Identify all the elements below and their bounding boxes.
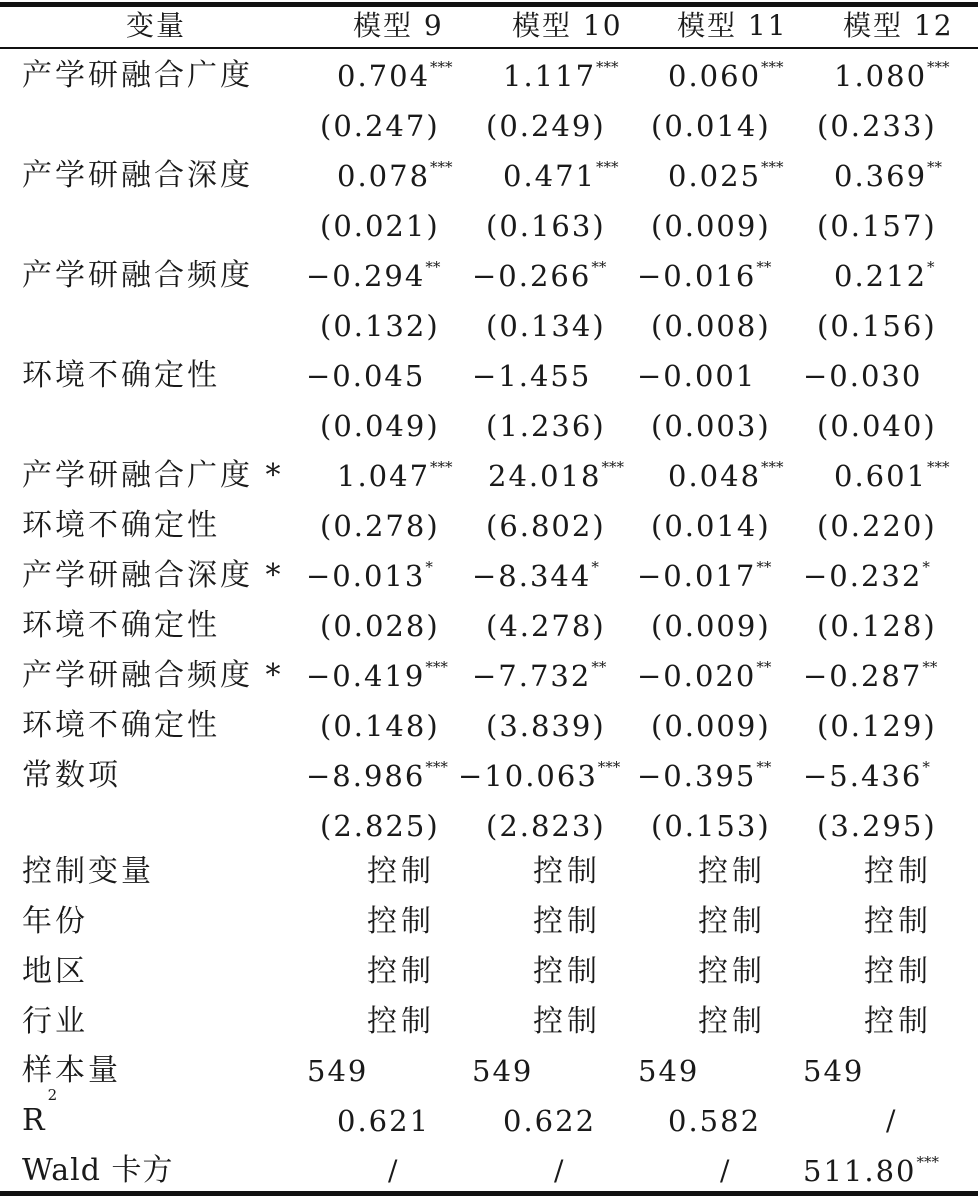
table-row — [0, 501, 978, 551]
table-row — [0, 401, 978, 451]
row-label: 产学研融合深度 * — [22, 558, 284, 593]
table-bottom-rule — [0, 1191, 978, 1196]
se-cell: (0.009) — [651, 209, 771, 243]
se-cell: (0.049) — [320, 409, 440, 443]
se-cell: (0.249) — [486, 109, 606, 143]
control-cell: 控制 — [864, 904, 932, 939]
se-cell: (0.247) — [320, 109, 440, 143]
coef-cell: −5.436 * — [803, 758, 930, 793]
coef-cell: −0.013 * — [306, 558, 433, 593]
significance-stars: *** — [761, 458, 784, 476]
table-row — [0, 551, 978, 601]
significance-stars: ** — [756, 658, 772, 676]
control-cell: 控制 — [698, 854, 766, 889]
significance-stars: ** — [591, 258, 607, 276]
significance-stars: *** — [927, 458, 950, 476]
coef-cell: 0.060 *** — [668, 58, 784, 93]
significance-stars: *** — [596, 58, 619, 76]
se-cell: (3.839) — [486, 709, 606, 743]
significance-stars: *** — [601, 458, 624, 476]
significance-stars: *** — [430, 458, 453, 476]
significance-stars: *** — [761, 58, 784, 76]
control-cell: 控制 — [864, 1004, 932, 1039]
significance-stars: *** — [927, 58, 950, 76]
coef-cell: 0.212 * — [834, 258, 935, 293]
significance-stars: ** — [922, 658, 938, 676]
se-cell: (0.021) — [320, 209, 440, 243]
row-label: 行业 — [22, 1004, 88, 1039]
sample-size-cell: 549 — [638, 1054, 700, 1088]
control-cell: 控制 — [533, 954, 601, 989]
header-model-11: 模型 11 — [677, 9, 788, 42]
se-cell: (6.802) — [486, 509, 606, 543]
coef-cell: 0.471 *** — [503, 158, 619, 193]
table-row — [0, 947, 978, 997]
se-cell: (0.153) — [651, 809, 771, 843]
table-row — [0, 997, 978, 1047]
control-cell: 控制 — [698, 954, 766, 989]
r-squared-cell: 0.622 — [503, 1104, 597, 1138]
control-cell: 控制 — [367, 904, 435, 939]
table-row — [0, 251, 978, 301]
table-row — [0, 151, 978, 201]
row-label: 产学研融合频度 — [22, 258, 253, 293]
table-header-rule — [0, 47, 978, 49]
sample-size-cell: 549 — [472, 1054, 534, 1088]
control-cell: 控制 — [698, 1004, 766, 1039]
control-cell: 控制 — [533, 904, 601, 939]
table-row — [0, 451, 978, 501]
coef-cell: −0.419 *** — [306, 658, 448, 693]
se-cell: (0.008) — [651, 309, 771, 343]
coef-cell: −0.395 ** — [637, 758, 772, 793]
row-label: Wald 卡方 — [22, 1153, 174, 1188]
se-cell: (0.128) — [817, 609, 937, 643]
table-row — [0, 201, 978, 251]
coef-cell: −0.017 ** — [637, 558, 772, 593]
row-label: 环境不确定性 — [22, 358, 220, 393]
table-row — [0, 51, 978, 101]
significance-stars: ** — [927, 158, 943, 176]
row-label: R 2 — [22, 1086, 58, 1138]
table-row — [0, 651, 978, 701]
table-header-row — [0, 3, 978, 48]
coef-cell: 0.025 *** — [668, 158, 784, 193]
coef-cell: −0.001 — [637, 359, 757, 393]
se-cell: (0.233) — [817, 109, 937, 143]
coef-cell: 0.048 *** — [668, 458, 784, 493]
se-cell: (0.157) — [817, 209, 937, 243]
table-row — [0, 351, 978, 401]
significance-stars: ** — [756, 258, 772, 276]
table-row — [0, 701, 978, 751]
r-squared-cell: 0.582 — [668, 1104, 762, 1138]
significance-stars: *** — [596, 158, 619, 176]
se-cell: (2.823) — [486, 809, 606, 843]
se-cell: (0.148) — [320, 709, 440, 743]
table-row — [0, 801, 978, 851]
table-row — [0, 1046, 978, 1096]
se-cell: (0.278) — [320, 509, 440, 543]
significance-stars: *** — [425, 658, 448, 676]
se-cell: (2.825) — [320, 809, 440, 843]
coef-cell: −0.266 ** — [472, 258, 607, 293]
significance-stars: *** — [430, 158, 453, 176]
not-applicable-slash: / — [388, 1154, 398, 1187]
significance-stars: * — [922, 558, 930, 576]
significance-stars: * — [927, 258, 935, 276]
se-cell: (0.132) — [320, 309, 440, 343]
table-row — [0, 301, 978, 351]
wald-chi2-cell: 511.80 *** — [803, 1153, 939, 1188]
coef-cell: 0.704 *** — [337, 58, 453, 93]
coef-cell: −1.455 — [472, 359, 592, 393]
se-cell: (0.009) — [651, 609, 771, 643]
significance-stars: * — [425, 558, 433, 576]
sample-size-cell: 549 — [307, 1054, 369, 1088]
not-applicable-slash: / — [720, 1154, 730, 1187]
row-label: 产学研融合深度 — [22, 158, 253, 193]
table-row — [0, 751, 978, 801]
row-label: 年份 — [22, 904, 88, 939]
coef-cell: −8.344 * — [472, 558, 599, 593]
significance-stars: *** — [425, 758, 448, 776]
control-cell: 控制 — [533, 854, 601, 889]
control-cell: 控制 — [864, 854, 932, 889]
coef-cell: −0.294 ** — [306, 258, 441, 293]
significance-stars: ** — [756, 758, 772, 776]
coef-cell: −0.045 — [306, 359, 426, 393]
control-cell: 控制 — [698, 904, 766, 939]
se-cell: (0.003) — [651, 409, 771, 443]
se-cell: (0.014) — [651, 509, 771, 543]
coef-cell: 1.047 *** — [337, 458, 453, 493]
coef-cell: 0.601 *** — [834, 458, 950, 493]
table-row — [0, 847, 978, 897]
r-squared-cell: 0.621 — [337, 1104, 431, 1138]
header-variable: 变量 — [126, 9, 187, 42]
se-cell: (0.009) — [651, 709, 771, 743]
row-label: 环境不确定性 — [22, 608, 220, 643]
se-cell: (0.028) — [320, 609, 440, 643]
table-row — [0, 601, 978, 651]
coef-cell: −0.020 ** — [637, 658, 772, 693]
row-label: 地区 — [22, 954, 88, 989]
se-cell: (0.134) — [486, 309, 606, 343]
se-cell: (3.295) — [817, 809, 937, 843]
coef-cell: −0.287 ** — [803, 658, 938, 693]
significance-stars: ** — [425, 258, 441, 276]
row-label: 环境不确定性 — [22, 708, 220, 743]
se-cell: (4.278) — [486, 609, 606, 643]
control-cell: 控制 — [367, 1004, 435, 1039]
coef-cell: −10.063 *** — [458, 758, 621, 793]
significance-stars: *** — [597, 758, 621, 776]
control-cell: 控制 — [864, 954, 932, 989]
row-label: 样本量 — [22, 1053, 121, 1088]
row-label: 产学研融合广度 — [22, 58, 253, 93]
superscript-2: 2 — [47, 1086, 58, 1104]
significance-stars: * — [922, 758, 930, 776]
se-cell: (0.129) — [817, 709, 937, 743]
coef-cell: 0.369 ** — [834, 158, 943, 193]
significance-stars: *** — [916, 1153, 939, 1171]
not-applicable-slash: / — [554, 1154, 564, 1187]
row-label: 产学研融合广度 * — [22, 458, 284, 493]
header-model-9: 模型 9 — [353, 9, 444, 42]
row-label: 环境不确定性 — [22, 508, 220, 543]
se-cell: (0.014) — [651, 109, 771, 143]
coef-cell: 1.080 *** — [834, 58, 950, 93]
not-applicable-slash: / — [886, 1104, 896, 1137]
se-cell: (0.156) — [817, 309, 937, 343]
control-cell: 控制 — [367, 854, 435, 889]
row-label: 控制变量 — [22, 854, 154, 889]
coef-cell: 24.018 *** — [488, 458, 624, 493]
header-model-12: 模型 12 — [843, 9, 954, 42]
row-label: 产学研融合频度 * — [22, 658, 284, 693]
coef-cell: −8.986 *** — [306, 758, 448, 793]
header-model-10: 模型 10 — [512, 9, 623, 42]
significance-stars: ** — [756, 558, 772, 576]
se-cell: (1.236) — [486, 409, 606, 443]
se-cell: (0.220) — [817, 509, 937, 543]
coef-cell: 1.117 *** — [503, 58, 619, 93]
table-row — [0, 1146, 978, 1196]
coef-cell: −0.030 — [803, 359, 923, 393]
se-cell: (0.040) — [817, 409, 937, 443]
coef-cell: −0.016 ** — [637, 258, 772, 293]
sample-size-cell: 549 — [803, 1054, 865, 1088]
table-row — [0, 897, 978, 947]
row-label: 常数项 — [22, 758, 121, 793]
coef-cell: 0.078 *** — [337, 158, 453, 193]
significance-stars: * — [591, 558, 599, 576]
coef-cell: −7.732 ** — [472, 658, 607, 693]
significance-stars: *** — [430, 58, 453, 76]
control-cell: 控制 — [367, 954, 435, 989]
se-cell: (0.163) — [486, 209, 606, 243]
table-row — [0, 101, 978, 151]
table-row — [0, 1086, 978, 1146]
significance-stars: *** — [761, 158, 784, 176]
significance-stars: ** — [591, 658, 607, 676]
control-cell: 控制 — [533, 1004, 601, 1039]
coef-cell: −0.232 * — [803, 558, 930, 593]
